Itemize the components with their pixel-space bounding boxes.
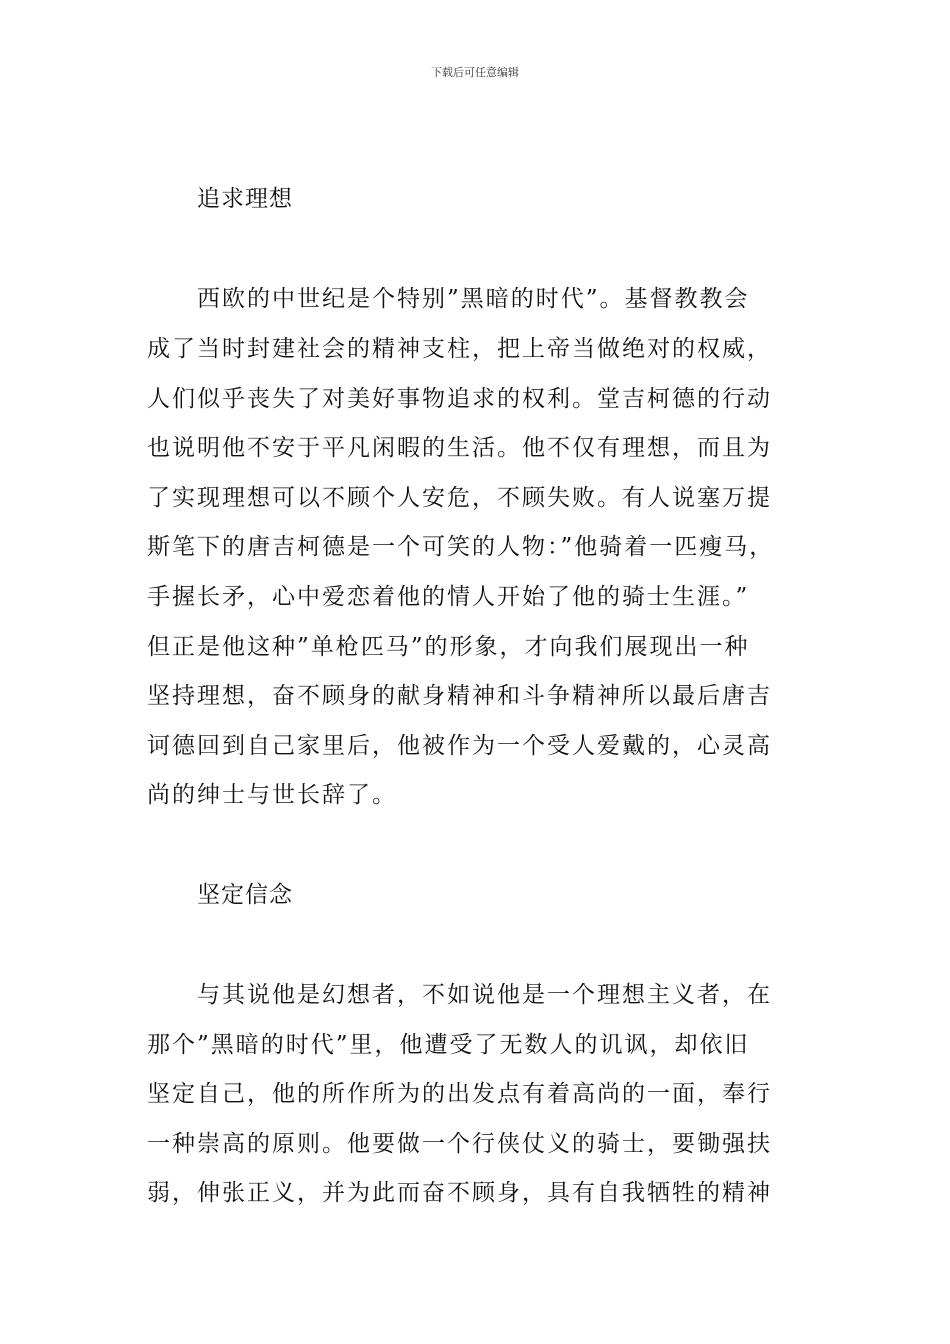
paragraph-line: 手握长矛，心中爱恋着他的情人开始了他的骑士生涯。”	[147, 584, 750, 610]
section-heading-1: 追求理想	[197, 186, 293, 212]
paragraph-line: 坚定自己，他的所作所为的出发点有着高尚的一面，奉行	[147, 1081, 772, 1107]
paragraph-line: 成了当时封建社会的精神支柱，把上帝当做绝对的权威，	[147, 336, 772, 362]
paragraph-line: 了实现理想可以不顾个人安危，不顾失败。有人说塞万提	[147, 485, 772, 511]
paragraph-line: 弱，伸张正义，并为此而奋不顾身，具有自我牺牲的精神	[147, 1180, 772, 1206]
paragraph-line: 也说明他不安于平凡闲暇的生活。他不仅有理想，而且为	[147, 435, 772, 461]
paragraph-line: 与其说他是幻想者，不如说他是一个理想主义者，在	[197, 982, 772, 1008]
paragraph-line: 一种崇高的原则。他要做一个行侠仗义的骑士，要锄强扶	[147, 1131, 772, 1157]
paragraph-line: 诃德回到自己家里后，他被作为一个受人爱戴的，心灵高	[147, 733, 772, 759]
paragraph-line: 斯笔下的唐吉柯德是一个可笑的人物：”他骑着一匹瘦马，	[147, 534, 775, 560]
paragraph-line: 尚的绅士与世长辞了。	[147, 782, 397, 808]
paragraph-line: 坚持理想，奋不顾身的献身精神和斗争精神所以最后唐吉	[147, 683, 772, 709]
paragraph-line: 那个”黑暗的时代”里，他遭受了无数人的讥讽，却依旧	[147, 1032, 750, 1058]
page-header: 下载后可任意编辑	[431, 66, 519, 79]
section-heading-2: 坚定信念	[197, 882, 293, 908]
paragraph-line: 人们似乎丧失了对美好事物追求的权利。堂吉柯德的行动	[147, 386, 772, 412]
paragraph-line: 但正是他这种”单枪匹马”的形象，才向我们展现出一种	[147, 634, 750, 660]
paragraph-line: 西欧的中世纪是个特别”黑暗的时代”。基督教教会	[197, 286, 750, 312]
